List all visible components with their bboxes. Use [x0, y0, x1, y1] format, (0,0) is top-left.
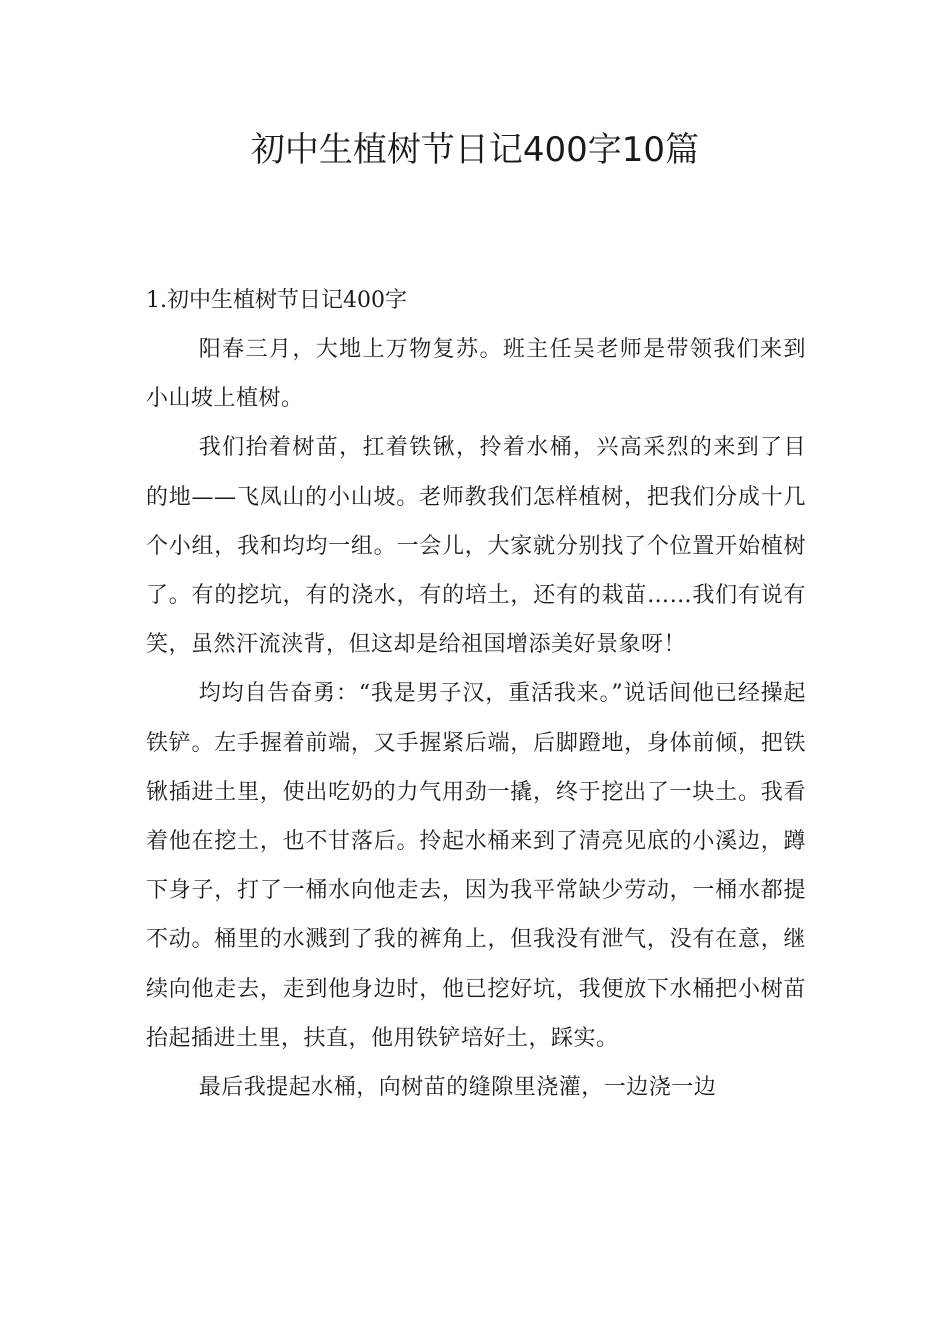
paragraph: 均均自告奋勇：“我是男子汉，重活我来。”说话间他已经操起铁铲。左手握着前端，又手握紧后端，后脚蹬地，身体前倾，把铁锹插进土里，使出吃奶的力气用劲一撬，终于挖出了一块土。我看着他在挖土，也不甘落后。拎起水桶来到了清亮见底的小溪边，蹲下身子，打了一桶水向他走去，因为我平常缺少劳动，一桶水都提不动。桶里的水溅到了我的裤角上，但我没有泄气，没有在意，继续向他走去，走到他身边时，他已挖好坑，我便放下水桶把小树苗抬起插进土里，扶直，他用铁铲培好土，踩实。 [146, 681, 806, 1051]
paragraph: 最后我提起水桶，向树苗的缝隙里浇灌，一边浇一边 [198, 1075, 717, 1101]
section-heading: 1.初中生植树节日记400字 [146, 288, 407, 313]
paragraph: 我们抬着树苗，扛着铁锹，拎着水桶，兴高采烈的来到了目的地——飞凤山的小山坡。老师教我们怎样植树，把我们分成十几个小组，我和均均一组。一会儿，大家就分别找了个位置开始植树了。有的挖坑，有的浇水，有的培土，还有的栽苗……我们有说有笑，虽然汗流浃背，但这却是给祖国增添美好景象呀！ [146, 435, 806, 658]
document-title: 初中生植树节日记400字10篇 [250, 130, 700, 170]
paragraph: 阳春三月，大地上万物复苏。班主任吴老师是带领我们来到小山坡上植树。 [146, 337, 806, 412]
document-body [146, 276, 806, 1112]
